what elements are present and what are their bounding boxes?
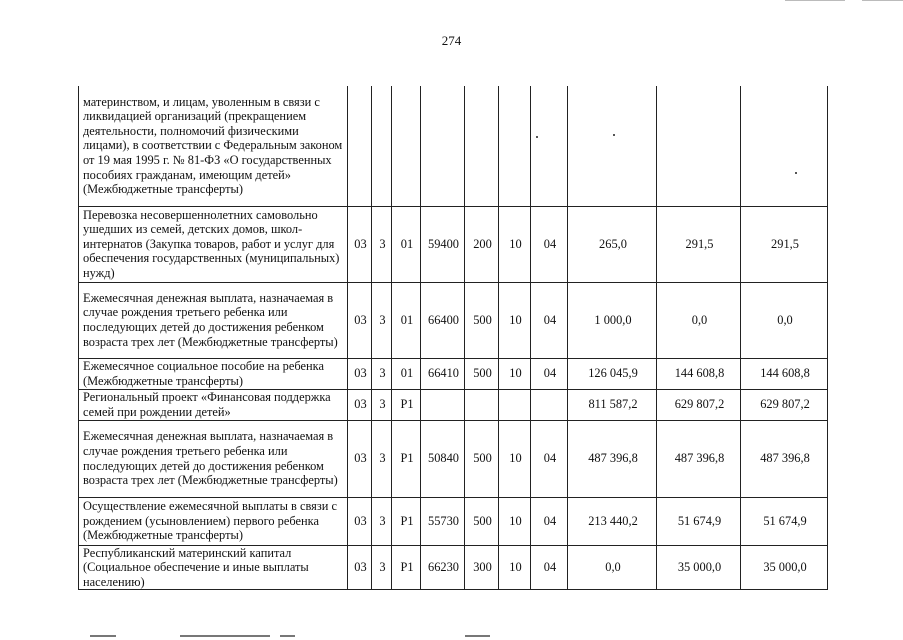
cell-amount-3: [741, 86, 828, 206]
cell-amount-3: 0,0: [741, 282, 828, 358]
cell-subprogram: P1: [392, 389, 421, 420]
cell-section: [499, 389, 531, 420]
cell-subprogram: P1: [392, 497, 421, 545]
cell-section: 10: [499, 497, 531, 545]
cell-program: [372, 86, 392, 206]
cell-subprogram: 01: [392, 206, 421, 282]
cell-program: 3: [372, 389, 392, 420]
cell-amount-2: 291,5: [657, 206, 741, 282]
cell-amount-1: 213 440,2: [568, 497, 657, 545]
cell-expense-type: 500: [465, 497, 499, 545]
cell-ministry: [348, 86, 372, 206]
cell-section: 10: [499, 206, 531, 282]
cell-subsection: 04: [531, 206, 568, 282]
cell-amount-3: 51 674,9: [741, 497, 828, 545]
cell-program: 3: [372, 282, 392, 358]
cell-subprogram: P1: [392, 545, 421, 590]
scan-edge-line: [465, 635, 490, 637]
cell-subsection: [531, 389, 568, 420]
cell-direction: 66230: [421, 545, 465, 590]
cell-direction: 55730: [421, 497, 465, 545]
cell-direction: [421, 389, 465, 420]
row-name: Ежемесячная денежная выплата, назначаемая в случае рождения третьего ребенка или последующих детей до достижения ребенком возраста трех лет (Межбюджетные трансферты): [79, 420, 348, 497]
scan-edge-line: [785, 0, 845, 1]
cell-ministry: 03: [348, 358, 372, 389]
cell-amount-2: 629 807,2: [657, 389, 741, 420]
cell-amount-2: 35 000,0: [657, 545, 741, 590]
table-row: [79, 282, 828, 358]
cell-subprogram: [392, 86, 421, 206]
cell-expense-type: [465, 389, 499, 420]
cell-direction: 66410: [421, 358, 465, 389]
cell-subsection: 04: [531, 497, 568, 545]
cell-subprogram: P1: [392, 420, 421, 497]
cell-expense-type: 300: [465, 545, 499, 590]
row-name: Ежемесячная денежная выплата, назначаемая в случае рождения третьего ребенка или последующих детей до достижения ребенком возраста трех лет (Межбюджетные трансферты): [79, 282, 348, 358]
row-name: Региональный проект «Финансовая поддержка семей при рождении детей»: [79, 389, 348, 420]
table-row: [79, 545, 828, 590]
cell-section: 10: [499, 358, 531, 389]
cell-ministry: 03: [348, 497, 372, 545]
row-name: Республиканский материнский капитал (Социальное обеспечение и иные выплаты населению): [79, 545, 348, 590]
cell-subsection: 04: [531, 282, 568, 358]
scan-dot: [795, 172, 797, 174]
cell-expense-type: 500: [465, 420, 499, 497]
cell-section: [499, 86, 531, 206]
cell-amount-3: 487 396,8: [741, 420, 828, 497]
cell-program: 3: [372, 206, 392, 282]
cell-program: 3: [372, 545, 392, 590]
table-row: [79, 358, 828, 389]
scan-edge-line: [280, 635, 295, 637]
cell-direction: 50840: [421, 420, 465, 497]
cell-amount-2: [657, 86, 741, 206]
cell-direction: 66400: [421, 282, 465, 358]
cell-ministry: 03: [348, 545, 372, 590]
cell-amount-3: 144 608,8: [741, 358, 828, 389]
cell-subsection: 04: [531, 358, 568, 389]
cell-program: 3: [372, 420, 392, 497]
cell-direction: [421, 86, 465, 206]
cell-amount-1: [568, 86, 657, 206]
scan-edge-line: [862, 0, 903, 1]
cell-ministry: 03: [348, 389, 372, 420]
row-name: Ежемесячное социальное пособие на ребенка (Межбюджетные трансферты): [79, 358, 348, 389]
cell-subsection: [531, 86, 568, 206]
cell-amount-3: 629 807,2: [741, 389, 828, 420]
cell-amount-2: 51 674,9: [657, 497, 741, 545]
cell-subsection: 04: [531, 420, 568, 497]
cell-ministry: 03: [348, 420, 372, 497]
table-row: [79, 206, 828, 282]
row-name: Перевозка несовершеннолетних самовольно ушедших из семей, детских домов, школ-интернатов (Закупка товаров, работ и услуг для обеспечения государственных (муниципальных) нужд): [79, 206, 348, 282]
cell-amount-1: 0,0: [568, 545, 657, 590]
cell-expense-type: 500: [465, 282, 499, 358]
scan-dot: [613, 134, 615, 136]
cell-amount-1: 265,0: [568, 206, 657, 282]
cell-amount-2: 487 396,8: [657, 420, 741, 497]
cell-amount-1: 126 045,9: [568, 358, 657, 389]
cell-subprogram: 01: [392, 282, 421, 358]
scan-dot: [536, 136, 538, 138]
cell-expense-type: 200: [465, 206, 499, 282]
cell-amount-2: 144 608,8: [657, 358, 741, 389]
cell-amount-3: 291,5: [741, 206, 828, 282]
cell-amount-1: 487 396,8: [568, 420, 657, 497]
table-row: [79, 497, 828, 545]
row-name: Осуществление ежемесячной выплаты в связи с рождением (усыновлением) первого ребенка (Межбюджетные трансферты): [79, 497, 348, 545]
row-name: материнством, и лицам, уволенным в связи с ликвидацией организаций (прекращением деятельности, полномочий физическими лицами), в соответствии с Федеральным законом от 19 мая 1995 г. № 81-ФЗ «О государственных пособиях гражданам, имеющим детей» (Межбюджетные трансферты): [79, 86, 348, 206]
cell-program: 3: [372, 358, 392, 389]
page-number: 274: [441, 33, 462, 48]
cell-ministry: 03: [348, 282, 372, 358]
cell-section: 10: [499, 282, 531, 358]
cell-expense-type: 500: [465, 358, 499, 389]
cell-amount-3: 35 000,0: [741, 545, 828, 590]
cell-amount-2: 0,0: [657, 282, 741, 358]
cell-ministry: 03: [348, 206, 372, 282]
cell-amount-1: 1 000,0: [568, 282, 657, 358]
cell-expense-type: [465, 86, 499, 206]
cell-section: 10: [499, 420, 531, 497]
cell-program: 3: [372, 497, 392, 545]
budget-table: [78, 86, 828, 590]
cell-direction: 59400: [421, 206, 465, 282]
table-row: [79, 86, 828, 206]
scan-edge-line: [180, 635, 270, 637]
table-row: [79, 389, 828, 420]
table-row: [79, 420, 828, 497]
cell-subprogram: 01: [392, 358, 421, 389]
cell-amount-1: 811 587,2: [568, 389, 657, 420]
cell-section: 10: [499, 545, 531, 590]
cell-subsection: 04: [531, 545, 568, 590]
scan-edge-line: [90, 635, 116, 637]
